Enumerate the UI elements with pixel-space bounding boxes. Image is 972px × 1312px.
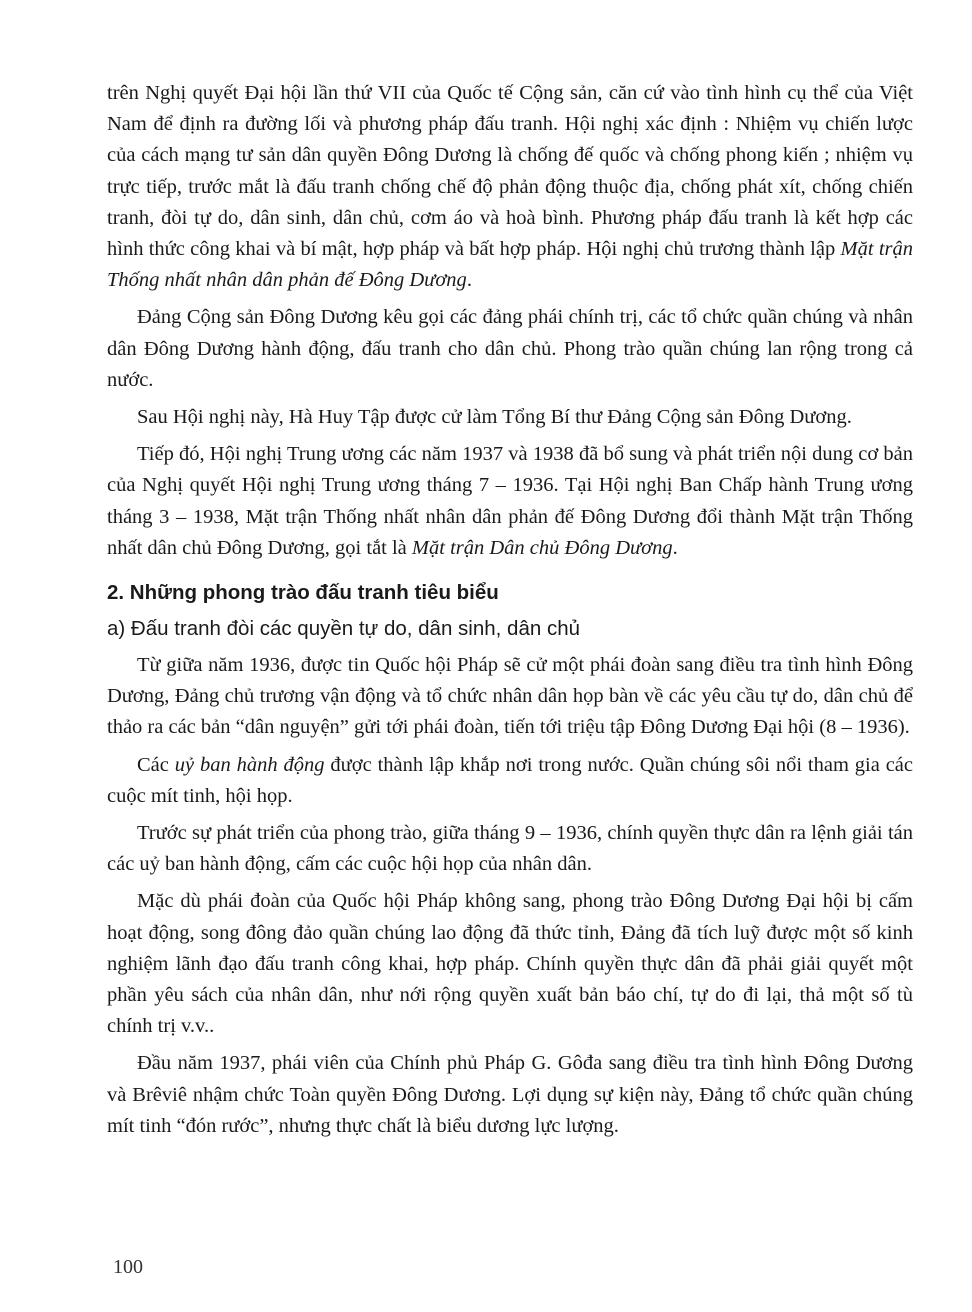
paragraph: Trước sự phát triển của phong trào, giữa tháng 9 – 1936, chính quyền thực dân ra lệnh giải tán các uỷ ban hành động, cấm các cuộc hội họp của nhân dân. bbox=[107, 822, 913, 876]
paragraph: Các uỷ ban hành động được thành lập khắp nơi trong nước. Quần chúng sôi nổi tham gia các cuộc mít tinh, hội họp. bbox=[107, 753, 914, 807]
section-heading: 2. Những phong trào đấu tranh tiêu biểu bbox=[107, 581, 499, 605]
paragraph: Từ giữa năm 1936, được tin Quốc hội Pháp sẽ cử một phái đoàn sang điều tra tình hình Đông Dương, Đảng chủ trương vận động và tổ chức nhân dân họp bàn về các yêu cầu tự do, dân chủ để thảo ra các bản “dân nguyện” gửi tới phái đoàn, tiến tới triệu tập Đông Dương Đại hội (8 – 1936). bbox=[107, 654, 913, 739]
paragraph: Đảng Cộng sản Đông Dương kêu gọi các đảng phái chính trị, các tổ chức quần chúng và nhân dân Đông Dương hành động, đấu tranh cho dân chủ. Phong trào quần chúng lan rộng trong cả nước. bbox=[107, 306, 913, 391]
subsection-heading: a) Đấu tranh đòi các quyền tự do, dân sinh, dân chủ bbox=[107, 617, 581, 641]
paragraph: Mặc dù phái đoàn của Quốc hội Pháp không sang, phong trào Đông Dương Đại hội bị cấm hoạt động, song đông đảo quần chúng lao động đã thức tỉnh, Đảng đã tích luỹ được một số kinh nghiệm lãnh đạo đấu tranh công khai, hợp pháp. Chính quyền thực dân đã phải giải quyết một phần yêu sách của nhân dân, như nới rộng quyền xuất bản báo chí, tự do đi lại, thả một số tù chính trị v.v.. bbox=[107, 890, 913, 1038]
paragraph: Tiếp đó, Hội nghị Trung ương các năm 1937 và 1938 đã bổ sung và phát triển nội dung cơ bản của Nghị quyết Hội nghị Trung ương tháng 7 – 1936. Tại Hội nghị Ban Chấp hành Trung ương tháng 3 – 1938, Mặt trận Thống nhất nhân dân phản đế Đông Dương đổi thành Mặt trận Thống nhất dân chủ Đông Dương, gọi tắt là Mặt trận Dân chủ Đông Dương. bbox=[107, 443, 913, 559]
bottom-paragraphs bbox=[107, 650, 913, 1142]
paragraph: Sau Hội nghị này, Hà Huy Tập được cử làm Tổng Bí thư Đảng Cộng sản Đông Dương. bbox=[137, 406, 852, 429]
page-content bbox=[107, 78, 913, 1148]
paragraph: trên Nghị quyết Đại hội lần thứ VII của Quốc tế Cộng sản, căn cứ vào tình hình cụ thể của Việt Nam để định ra đường lối và phương pháp đấu tranh. Hội nghị xác định : Nhiệm vụ chiến lược của cách mạng tư sản dân quyền Đông Dương là chống đế quốc và chống phong kiến ; nhiệm vụ trực tiếp, trước mắt là đấu tranh chống chế độ phản động thuộc địa, chống phát xít, chống chiến tranh, đòi tự do, dân sinh, dân chủ, cơm áo và hoà bình. Phương pháp đấu tranh là kết hợp các hình thức công khai và bí mật, hợp pháp và bất hợp pháp. Hội nghị chủ trương thành lập Mặt trận Thống nhất nhân dân phản đế Đông Dương. bbox=[107, 82, 913, 292]
page-number: 100 bbox=[113, 1256, 143, 1278]
paragraph: Đầu năm 1937, phái viên của Chính phủ Pháp G. Gôđa sang điều tra tình hình Đông Dương và Brêviê nhậm chức Toàn quyền Đông Dương. Lợi dụng sự kiện này, Đảng tổ chức quần chúng mít tinh “đón rước”, nhưng thực chất là biểu dương lực lượng. bbox=[107, 1052, 913, 1137]
top-paragraphs bbox=[107, 78, 913, 564]
